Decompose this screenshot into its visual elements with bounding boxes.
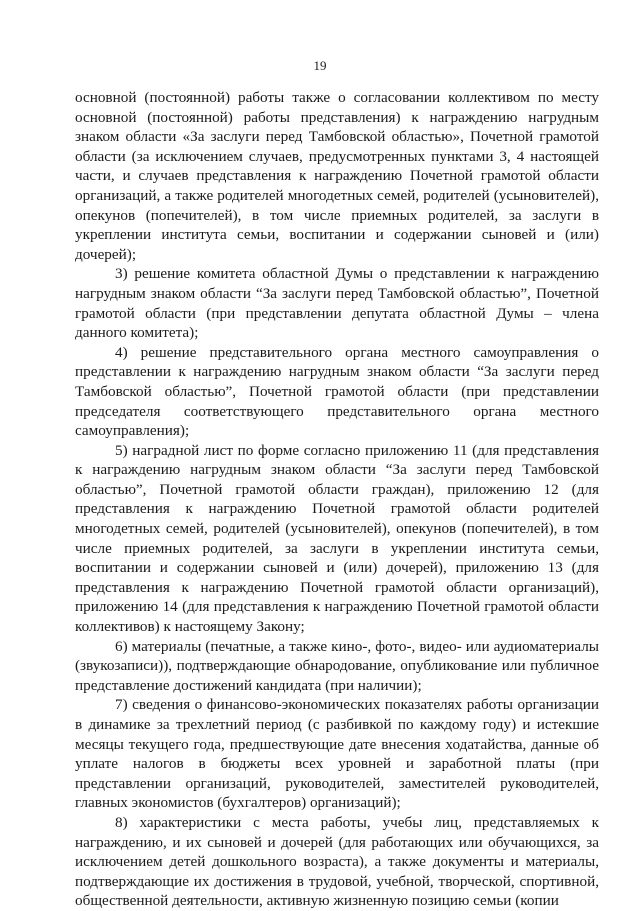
paragraph-item-6: 6) материалы (печатные, а также кино-, фото-, видео- или аудиоматериалы (звукозаписи)), подтверждающие обнародование, опубликование или публичное представление достижений кандидата (при наличии);: [75, 637, 599, 694]
paragraph-item-5: 5) наградной лист по форме согласно приложению 11 (для представления к награждению нагрудным знаком области “За заслуги перед Тамбовской областью”, Почетной грамотой области граждан), приложению 12 (для представления к награждению Почетной грамотой области родителей многодетных семей, родителей (усыновителей), опекунов (попечителей), в том числе приемных родителей, за заслуги в укреплении института семьи, воспитании и содержании сыновей и (или) дочерей), приложению 13 (для представления к награждению Почетной грамотой области организаций), приложению 14 (для представления к награждению Почетной грамотой области коллективов) к настоящему Закону;: [75, 441, 599, 636]
paragraph-item-3: 3) решение комитета областной Думы о представлении к награждению нагрудным знаком области “За заслуги перед Тамбовской областью”, Почетной грамотой области (при представлении депутата областной Думы – члена данного комитета);: [75, 265, 599, 342]
paragraph-item-4: 4) решение представительного органа местного самоуправления о представлении к награждению нагрудным знаком области “За заслуги перед Тамбовской областью”, Почетной грамотой области (при представлении председателя соответствующего представительного органа местного самоуправления);: [75, 343, 599, 440]
paragraph-item-7: 7) сведения о финансово-экономических показателях работы организации в динамике за трехлетний период (с разбивкой по каждому году) и истекшие месяцы текущего года, предшествующие дате внесения ходатайства, данные об уплате налогов в бюджеты всех уровней и заработной платы (при представлении организаций, руководителей, заместителей руководителей, главных экономистов (бухгалтеров) организаций);: [75, 696, 599, 812]
paragraph-continuation: основной (постоянной) работы также о согласовании коллективом по месту основной (постоянной) работы представления) к награждению нагрудным знаком области «За заслуги перед Тамбовской областью», Почетной грамотой области (за исключением случаев, предусмотренных пунктами 3, 4 настоящей части, и случаев представления к награждению Почетной грамотой области организаций, а также родителей многодетных семей, родителей (усыновителей), опекунов (попечителей), в том числе приемных родителей, за заслуги в укреплении института семьи, воспитании и содержании сыновей и (или) дочерей);: [75, 89, 599, 263]
paragraph-item-8: 8) характеристики с места работы, учебы лиц, представляемых к награждению, и их сыновей и дочерей (для работающих или обучающихся, за исключением детей дошкольного возраста), а также документы и материалы, подтверждающие их достижения в трудовой, учебной, творческой, спортивной, общественной деятельности, активную жизненную позицию семьи (копии: [75, 813, 599, 910]
page-number: 19: [313, 58, 327, 73]
document-body: [75, 88, 599, 911]
